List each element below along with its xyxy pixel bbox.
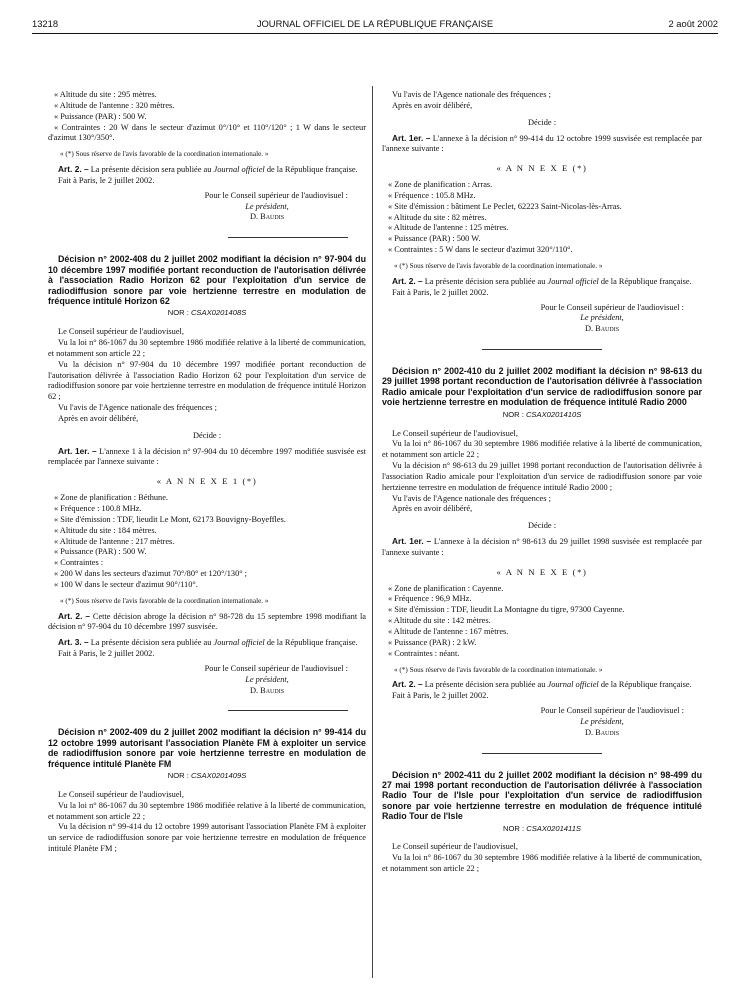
nor-reference [382, 410, 702, 421]
annex-line: « Puissance (PAR) : 500 W. [54, 111, 147, 121]
article-text: L'annexe à la décision n° 99-414 du 12 octobre 1999 susvisée est remplacée par l'annexe suivante : [382, 133, 702, 154]
annex-line: « Puissance (PAR) : 500 W. [388, 234, 481, 244]
decide-heading: Décide : [192, 430, 222, 440]
annex-heading: « A N N E X E 1 (*) [156, 476, 258, 487]
paragraph: Vu la décision n° 97-904 du 10 décembre 1997 modifiée portant reconduction de l'autorisation délivrée à l'association Radio Horizon 62 pour l'exploitation d'un service de radiodiffusion sonore par voie hertzienne terrestre en modulation de fréquence intitulé Horizon 62 ; [48, 359, 366, 402]
article-text: L'annexe à la décision n° 98-613 du 29 juillet 1998 susvisée est remplacée par l'annexe suivante : [382, 537, 702, 557]
place-date: Fait à Paris, le 2 juillet 2002. [58, 649, 155, 659]
article-label: Art. 2. – [58, 164, 89, 175]
article-text: La présente décision sera publiée au [90, 638, 212, 648]
article-text: La présente décision sera publiée au [90, 165, 212, 175]
journal-title: JOURNAL OFFICIEL DE LA RÉPUBLIQUE FRANÇAISE [256, 18, 494, 29]
article-label: Art. 2. – [392, 679, 423, 690]
article-label: Art. 1er. – [392, 132, 431, 143]
annex-line: « 100 W dans le secteur d'azimut 90°/110°. [54, 579, 198, 589]
signature-role: Le président, [580, 313, 624, 323]
signature-role: Le président, [245, 674, 289, 684]
place-date: Fait à Paris, le 2 juillet 2002. [392, 691, 489, 701]
signature-for: Pour le Conseil supérieur de l'audiovisuel : [540, 302, 684, 312]
journal-ref: Journal officiel [213, 638, 265, 648]
article-1 [48, 446, 366, 469]
paragraph: Vu la décision n° 98-613 du 29 juillet 1998 portant reconduction de l'autorisation délivrée à l'association Radio amicale pour l'exploitation d'un service de radiodiffusion sonore par voie hertzienne terrestre en modulation de fréquence intitulé Radio 2000 ; [382, 461, 702, 492]
paragraph: Vu l'avis de l'Agence nationale des fréquences ; [58, 403, 217, 413]
nor-label: NOR : [167, 308, 189, 318]
annex-line: « Altitude du site : 142 mètres. [388, 616, 491, 626]
annex-line: « Fréquence : 100.8 MHz. [54, 503, 142, 513]
nor-code: CSAX0201411S [526, 823, 581, 833]
annex-line: « Altitude du site : 295 mètres. [54, 90, 157, 99]
annex-line: « Site d'émission : TDF, lieudit La Montagne du tigre, 97300 Cayenne. [388, 605, 625, 615]
signature-name: D. Baudis [249, 212, 285, 222]
running-header [32, 18, 718, 32]
article-text: La présente décision sera publiée au [424, 276, 546, 286]
column-divider [372, 86, 373, 978]
nor-reference [382, 824, 702, 835]
nor-code: CSAX0201408S [190, 308, 247, 318]
annex-line: « Contraintes : 5 W dans le secteur d'azimut 320°/110°. [388, 245, 573, 255]
article-2 [382, 679, 702, 691]
nor-reference [48, 308, 366, 319]
article-1 [382, 133, 702, 156]
annex-line: « Zone de planification : Cayenne. [388, 583, 504, 593]
footnote: « (*) Sous réserve de l'avis favorable de la coordination internationale. » [394, 261, 603, 270]
paragraph: Vu la décision n° 99-414 du 12 octobre 1999 autorisant l'association Planète FM à exploiter un service de radiodiffusion sonore par voie hertzienne terrestre en modulation de fréquence intitulé Planète FM ; [48, 822, 366, 854]
annex-line: « Altitude du site : 82 mètres. [388, 212, 487, 222]
paragraph: Vu l'avis de l'Agence nationale des fréquences ; [392, 90, 551, 99]
header-rule [32, 33, 718, 34]
article-text: de la République française. [600, 680, 692, 690]
nor-code: CSAX0201409S [190, 771, 247, 781]
annex-line: « Site d'émission : TDF, lieudit Le Mont, 62173 Bouvigny-Boyeffles. [54, 514, 286, 524]
paragraph: Après en avoir délibéré, [58, 413, 139, 423]
nor-code: CSAX0201410S [525, 409, 582, 419]
annex-line: « Site d'émission : bâtiment Le Peclet, 62223 Saint-Nicolas-lès-Arras. [388, 201, 622, 211]
section-separator [228, 710, 348, 711]
annex-line: « Zone de planification : Béthune. [54, 493, 168, 503]
journal-ref: Journal officiel [547, 276, 599, 286]
annex-line: « Altitude de l'antenne : 167 mètres. [388, 627, 509, 636]
section-separator [228, 237, 348, 238]
article-text: Cette décision abroge la décision n° 98-728 du 15 septembre 1998 modifiant la décision n° 97-904 du 10 décembre 1997 susvisée. [48, 611, 366, 632]
decision-title: Décision n° 2002-411 du 2 juillet 2002 modifiant la décision n° 98-499 du 27 mai 1998 portant reconduction de l'autorisation délivrée à l'association Radio Tour de l'Isle pour l'exploitation d'un service de radiodiffusion sonore par voie hertzienne terrestre en modulation de fréquence intitulé Radio Tour de l'Isle [382, 769, 702, 822]
decision-title: Décision n° 2002-410 du 2 juillet 2002 modifiant la décision n° 98-613 du 29 juillet 1998 portant reconduction de l'autorisation délivrée à l'association Radio amicale pour l'exploitation d'un service de radiodiffusion sonore par voie hertzienne terrestre en modulation de fréquence intitulé Radio 2000 [382, 366, 702, 408]
section-separator [482, 349, 602, 350]
article-2 [382, 276, 702, 288]
paragraph: Après en avoir délibéré, [392, 100, 473, 110]
signature-name: D. Baudis [249, 685, 285, 695]
nor-label: NOR : [503, 823, 525, 833]
annex-line: « Altitude de l'antenne : 217 mètres. [54, 536, 175, 546]
place-date: Fait à Paris, le 2 juillet 2002. [392, 287, 489, 297]
annex-line: « Fréquence : 105.8 MHz. [388, 190, 476, 200]
signature-for: Pour le Conseil supérieur de l'audiovisuel : [204, 190, 348, 200]
article-1 [382, 536, 702, 559]
nor-reference [48, 771, 366, 782]
signature-for: Pour le Conseil supérieur de l'audiovisuel : [204, 663, 348, 673]
footnote: « (*) Sous réserve de l'avis favorable de la coordination internationale. » [60, 596, 269, 605]
annex-line: « Contraintes : néant. [388, 648, 460, 658]
article-2 [48, 164, 366, 176]
annex-line: « Puissance (PAR) : 500 W. [54, 547, 147, 557]
paragraph: Vu la loi n° 86-1067 du 30 septembre 1986 modifiée relative à la liberté de communication, et notamment son article 22 ; [382, 439, 702, 460]
annex-heading: « A N N E X E (*) [496, 566, 588, 577]
journal-ref: Journal officiel [547, 680, 599, 690]
annex-line: « Altitude de l'antenne : 320 mètres. [54, 100, 175, 110]
article-3 [48, 637, 366, 649]
left-column [48, 90, 366, 855]
annex-line: « Altitude de l'antenne : 125 mètres. [388, 223, 509, 233]
article-label: Art. 2. – [58, 610, 91, 621]
annex-line: « Puissance (PAR) : 2 kW. [388, 637, 477, 647]
nor-label: NOR : [167, 771, 189, 781]
issue-date: 2 août 2002 [668, 18, 718, 29]
annex-line: « Zone de planification : Arras. [388, 180, 493, 190]
decision-title: Décision n° 2002-408 du 2 juillet 2002 modifiant la décision n° 97-904 du 10 décembre 1997 modifiée portant reconduction de l'autorisation délivrée à l'association Radio Horizon 62 pour l'exploitation d'un service de radiodiffusion sonore par voie hertzienne terrestre en modulation de fréquence intitulé Horizon 62 [48, 254, 366, 306]
page-number: 13218 [32, 18, 59, 29]
signature-role: Le président, [245, 201, 289, 211]
signature-name: D. Baudis [584, 324, 620, 334]
paragraph: Vu l'avis de l'Agence nationale des fréquences ; [392, 493, 551, 503]
journal-ref: Journal officiel [213, 165, 265, 175]
article-text: de la République française. [600, 276, 692, 286]
signature-for: Pour le Conseil supérieur de l'audiovisuel : [540, 706, 684, 716]
footnote: « (*) Sous réserve de l'avis favorable de la coordination internationale. » [60, 150, 269, 159]
nor-label: NOR : [502, 409, 524, 419]
article-text: L'annexe 1 à la décision n° 97-904 du 10 décembre 1997 modifiée susvisée est remplacée par l'annexe suivante : [48, 446, 366, 467]
paragraph: Vu la loi n° 86-1067 du 30 septembre 1986 modifiée relative à la liberté de communication, et notamment son article 22 ; [382, 853, 702, 874]
decision-title: Décision n° 2002-409 du 2 juillet 2002 modifiant la décision n° 99-414 du 12 octobre 1999 autorisant l'association Planète FM à exploiter un service de radiodiffusion sonore par voie hertzienne terrestre en modulation de fréquence intitulé Planète FM [48, 727, 366, 769]
section-separator [482, 753, 602, 754]
annex-line: « Fréquence : 96,9 MHz. [388, 594, 472, 604]
signature-role: Le président, [580, 716, 624, 726]
right-column [382, 90, 702, 875]
article-text: La présente décision sera publiée au [424, 680, 546, 690]
paragraph: Le Conseil supérieur de l'audiovisuel, [58, 327, 184, 337]
article-text: de la République française. [266, 638, 358, 648]
article-2 [48, 611, 366, 634]
article-text: de la République française. [266, 165, 358, 175]
paragraph: Après en avoir délibéré, [392, 504, 473, 514]
article-label: Art. 1er. – [392, 536, 432, 547]
decide-heading: Décide : [527, 117, 557, 127]
annex-line: « Contraintes : 20 W dans le secteur d'azimut 0°/10° et 110°/120° ; 1 W dans le secteur d'azimut 130°/350°. [48, 122, 366, 143]
annex-line: « 200 W dans les secteurs d'azimut 70°/80° et 120°/130° ; [54, 569, 247, 579]
paragraph: Le Conseil supérieur de l'audiovisuel, [58, 789, 184, 799]
article-label: Art. 3. – [58, 637, 89, 648]
annex-line: « Contraintes : [54, 558, 104, 568]
place-date: Fait à Paris, le 2 juillet 2002. [58, 175, 155, 185]
paragraph: Le Conseil supérieur de l'audiovisuel, [392, 842, 518, 852]
paragraph: Vu la loi n° 86-1067 du 30 septembre 1986 modifiée relative à la liberté de communication, et notamment son article 22 ; [48, 800, 366, 821]
article-label: Art. 2. – [392, 275, 423, 286]
footnote: « (*) Sous réserve de l'avis favorable de la coordination internationale. » [394, 665, 603, 674]
decide-heading: Décide : [527, 521, 557, 531]
article-label: Art. 1er. – [58, 445, 97, 456]
paragraph: Vu la loi n° 86-1067 du 30 septembre 1986 modifiée relative à la liberté de communication, et notamment son article 22 ; [48, 338, 366, 358]
annex-heading: « A N N E X E (*) [496, 163, 588, 174]
annex-line: « Altitude du site : 184 mètres. [54, 525, 157, 535]
paragraph: Le Conseil supérieur de l'audiovisuel, [392, 428, 518, 438]
signature-name: D. Baudis [584, 727, 620, 737]
